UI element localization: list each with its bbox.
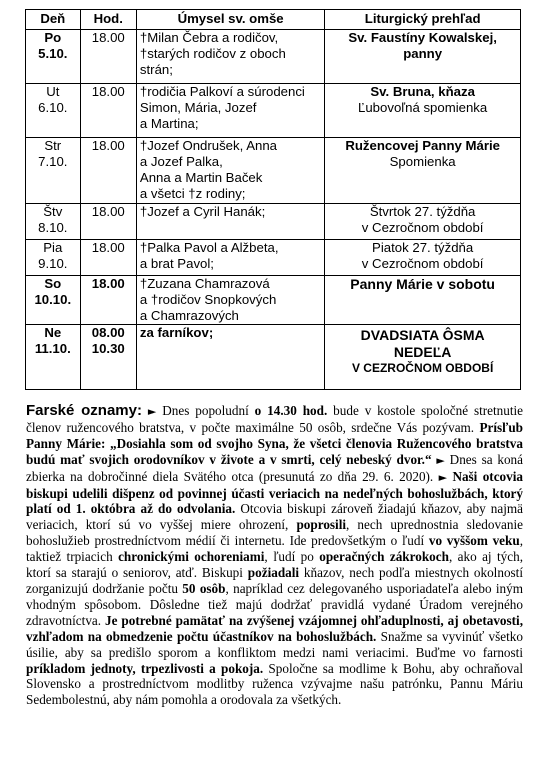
day-date: 11.10. [34,341,71,356]
table-row [26,84,521,138]
intention-line: †starých rodičov z oboch [139,46,286,61]
notice-text: Otcovia biskupi zároveň žiadajú kňazov, aby najmä veriacich, ktorí sú vo vyššej miere ohrození, [26,501,523,533]
liturgy-title-2: NEDEĽA [393,344,452,360]
intention-line: †Jozef Ondrušek, Anna [139,138,278,153]
notice-emphasis: Je potrebné pamätať na zvýšenej vzájomnej ohľaduplnosti, aj obetavosti, vzhľadom na obmedzenie počtu účastníkov na bohoslužbách. [26,612,524,644]
intention-line: za farníkov; [139,325,214,340]
notice-text: Snažme sa vyvinúť všetko úsilie, aby sa predišlo sporom a konfliktom medzi nami veriacimi. Buďme vo farnosti [26,628,523,660]
table-header-row [26,10,521,30]
notice-emphasis: chronickými ochoreniami [118,549,265,565]
day-name: Ut [46,84,60,99]
day-cell [26,240,81,276]
notice-text: kňazov, nech podľa miestnych okolností zorganizujú dodržanie počtu [26,565,523,596]
liturgy-title: Sv. Bruna, kňaza [370,84,475,99]
notice-emphasis: poprosili [296,517,347,533]
day-cell [26,84,81,138]
liturgy-title: Piatok 27. týždňa [372,240,474,255]
liturgy-cell [325,84,521,138]
intention-line: a Chamrazových [139,308,239,323]
liturgy-subtitle: v Cezročnom období [361,220,484,235]
day-name: Ne [44,325,62,340]
intention-line: a Jozef Palka, [139,154,223,169]
liturgy-cell [325,204,521,240]
notice-text: , taktiež trpiacich [26,533,523,565]
notices-heading: Farské oznamy: [26,402,142,419]
notice-text: , ako aj tých, ktorí sa starajú o seniorov, atď. Biskupi [26,549,523,581]
arrow-icon: ► [147,405,157,418]
time-first: 08.00 [91,325,125,340]
intention-line: †Zuzana Chamrazová [139,276,270,291]
notice-emphasis: 50 osôb [182,580,226,596]
intention-cell [136,276,324,325]
day-date: 5.10. [38,46,68,61]
intention-line: a všetci †z rodiny; [139,186,246,201]
time-cell: 18.00 [80,138,136,204]
table-row [26,240,521,276]
notice-emphasis: príkladom jednoty, trpezlivosti a pokoja. [26,660,264,676]
liturgy-cell [325,276,521,325]
day-cell [26,138,81,204]
notice-text: , napríklad cez delegovaného usporiadateľa alebo iným vhodným spôsobom. Dôsledne tiež majú dodržať pravidlá vydané Úradom verejného zdravotníctva. [26,580,523,628]
table-row [26,325,521,390]
liturgy-cell [325,138,521,204]
header-intention: Úmysel sv. omše [136,10,324,30]
intention-cell [136,325,324,390]
time-second: 10.30 [91,341,125,356]
notice-text: , nech uprednostnia sledovanie bohoslužieb prostredníctvom médií či internetu. Ide predovšetkým o ľudí [26,517,523,549]
notice-emphasis: operačných zákrokoch [319,549,449,565]
notice-emphasis: požiadali [247,565,300,581]
arrow-icon: ► [436,453,445,467]
notice-text: bude v kostole spoločné stretnutie členov ružencového bratstva, v počte maximálne 50 osôb, srdečne Vás pozývam. [26,403,524,435]
liturgy-subtitle: panny [403,46,443,61]
day-name: Po [44,30,62,45]
day-date: 10.10. [34,292,72,307]
table-row [26,138,521,204]
intention-line: Anna a Martin Baček [139,170,263,185]
intention-line: †Milan Čebra a rodičov, [139,30,279,45]
day-name: Str [44,138,62,153]
intention-line: †Jozef a Cyril Hanák; [139,204,266,219]
day-cell [26,204,81,240]
day-name: So [44,276,62,291]
notice-emphasis: Prísľub Panny Márie: „Dosiahla som od svojho Syna, že všetci členovia Ružencového bratstva budú mať svojich orodovníkov v živote a v smrti, celý nebeský dvor.“ [26,419,523,467]
liturgy-cell [325,325,521,390]
intention-line: †rodičia Palkoví a súrodenci [139,84,305,99]
notice-text: Dnes popoludní [156,403,255,418]
notice-text: , ľudí po [264,549,320,565]
table-row [26,276,521,325]
header-liturgy: Liturgický prehľad [325,10,521,30]
liturgy-title: DVADSIATA ÔSMA [360,327,485,343]
notice-emphasis: o 14.30 hod. [254,403,328,418]
day-name: Štv [43,204,63,219]
notice-text: Dnes sa koná zbierka na dobročinné diela Svätého otca (presunutá zo dňa 29. 6. 2020). [26,451,524,484]
day-name: Pia [43,240,63,255]
day-date: 9.10. [38,256,68,271]
liturgy-subtitle: v Cezročnom období [361,256,484,271]
intention-line: a †rodičov Snopkových [139,292,277,307]
intention-line: strán; [139,62,173,77]
intention-line: Simon, Mária, Jozef [139,100,257,115]
liturgy-title: Sv. Faustíny Kowalskej, [348,30,497,45]
notice-emphasis: Naši otcovia biskupi udelili dišpenz od povinnej účasti veriacich na nedeľných bohoslužbách, ktorý platí od 1. októbra až do odvolania. [26,468,523,517]
intention-line: a Martina; [139,116,199,131]
header-day: Deň [26,10,81,30]
notice-emphasis: vo vyššom veku [428,533,520,549]
time-cell: 18.00 [80,240,136,276]
table-row [26,204,521,240]
day-cell [26,325,81,390]
day-date: 6.10. [38,100,68,115]
liturgy-cell [325,240,521,276]
liturgy-title: Ružencovej Panny Márie [345,138,500,153]
intention-cell [136,240,324,276]
day-cell [26,276,81,325]
liturgy-subtitle: V CEZROČNOM OBDOBÍ [351,361,494,375]
liturgy-cell [325,30,521,84]
notice-text: Spoločne sa modlime k Bohu, aby ochraňoval Slovensko a prostredníctvom modlitby ruženca vzývajme našu patrónku, Pannu Máriu Sedembolestnú, aby nám pomohla a orodovala za všetkých. [26,660,524,708]
intention-cell [136,204,324,240]
intention-line: a brat Pavol; [139,256,214,271]
time-cell: 18.00 [80,276,136,325]
liturgy-subtitle: Ľubovoľná spomienka [358,100,488,115]
intention-cell [136,84,324,138]
intention-line: †Palka Pavol a Alžbeta, [139,240,279,255]
table-row [26,30,521,84]
time-cell: 18.00 [80,30,136,84]
time-cell [80,325,136,390]
intention-cell [136,138,324,204]
time-cell: 18.00 [80,204,136,240]
liturgy-title: Štvrtok 27. týždňa [369,204,476,219]
liturgy-title: Panny Márie v sobotu [350,276,495,292]
parish-notices [26,403,523,708]
time-cell: 18.00 [80,84,136,138]
day-date: 7.10. [38,154,68,169]
arrow-icon: ► [438,470,448,484]
liturgy-subtitle: Spomienka [389,154,456,169]
mass-schedule-table [25,9,521,390]
day-date: 8.10. [38,220,68,235]
header-hour: Hod. [80,10,136,30]
day-cell [26,30,81,84]
intention-cell [136,30,324,84]
